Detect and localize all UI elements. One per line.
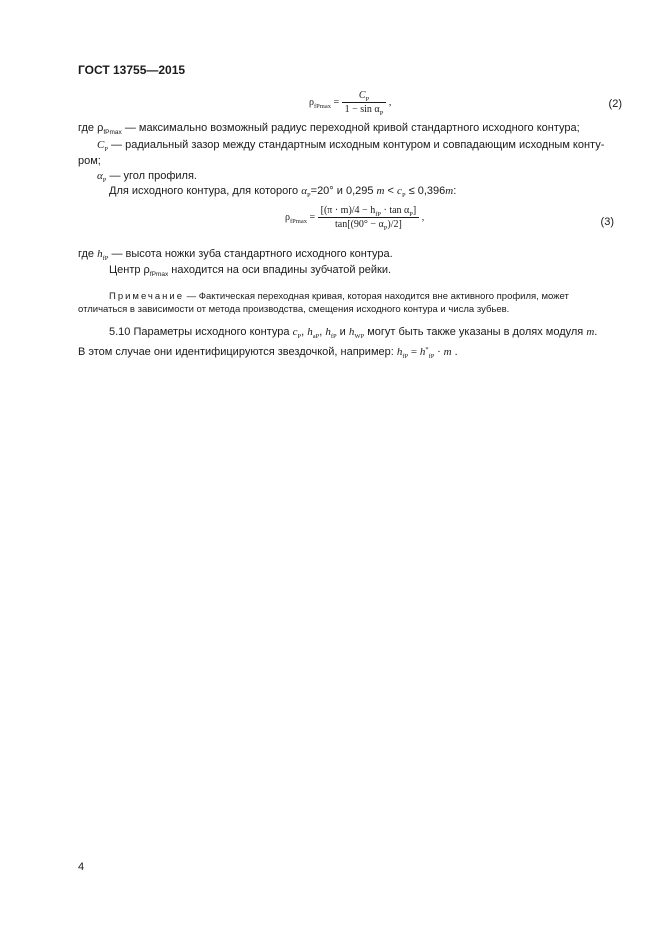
eq2-lhs: $\rho_{fPmax}$	[309, 96, 331, 110]
equation-2: $\rho_{fPmax}$ = $\frac{C_P}{1 - \sin \alpha_P}$ ,	[309, 90, 392, 117]
center-line: Центр $\rho_{fPmax}$ находится на оси впадины зубчатой рейки.	[109, 264, 392, 278]
definition-alpha: $\alpha_P$ — угол профиля.	[97, 170, 197, 184]
condition-line: Для исходного контура, для которого $\alpha_P=20^\circ$ и 0,295 $m < c_P \le 0,396m$:	[109, 185, 457, 199]
eq2-fraction: $\frac{C_P}{1 - \sin \alpha_P}$	[342, 90, 387, 115]
paragraph-5-10: 5.10 Параметры исходного контура $c_P$, $h_{aP}$, $h_{fP}$ и $h_{WP}$ могут быть также указаны в долях модуля m.	[109, 326, 598, 340]
definition-cp-cont: ром;	[78, 155, 101, 167]
equation-2-number: (2)	[608, 98, 622, 110]
eq3-lhs: $\rho_{fPmax}$	[285, 211, 307, 225]
equation-3-number: (3)	[600, 216, 614, 228]
note-label: Примечание	[109, 291, 184, 302]
equation-3: $\rho_{fPmax}$ = $\frac{[(\pi \cdot m)/4 - h_{fP} \cdot \tan \alpha_P]}{\tan[(90^\circ - \alpha_P)/2]}$ ,	[285, 205, 425, 232]
definition-hfp: где $h_{fP}$ — высота ножки зуба стандартного исходного контура.	[78, 248, 393, 262]
paragraph-5-10-cont: В этом случае они идентифицируются звездочкой, например: $h_{fP} = h^*_{fP} \cdot m$ .	[78, 346, 458, 360]
definition-cp: $C_P$ — радиальный зазор между стандартным исходным контуром и совпадающим исходным конту-	[97, 139, 605, 153]
definition-rho: где $\rho_{fPmax}$ — максимально возможный радиус переходной кривой стандартного исходного контура;	[78, 122, 580, 136]
eq3-fraction: $\frac{[(\pi \cdot m)/4 - h_{fP} \cdot \tan \alpha_P]}{\tan[(90^\circ - \alpha_P)/2]}$	[318, 205, 420, 230]
note	[78, 291, 614, 316]
note-text: — Фактическая переходная кривая, которая находится вне активного профиля, может отличаться в зависимости от метода производства, смещения исходного контура и числа зубьев.	[78, 291, 569, 315]
page-number: 4	[78, 861, 85, 873]
document-header: ГОСТ 13755—2015	[78, 63, 186, 77]
